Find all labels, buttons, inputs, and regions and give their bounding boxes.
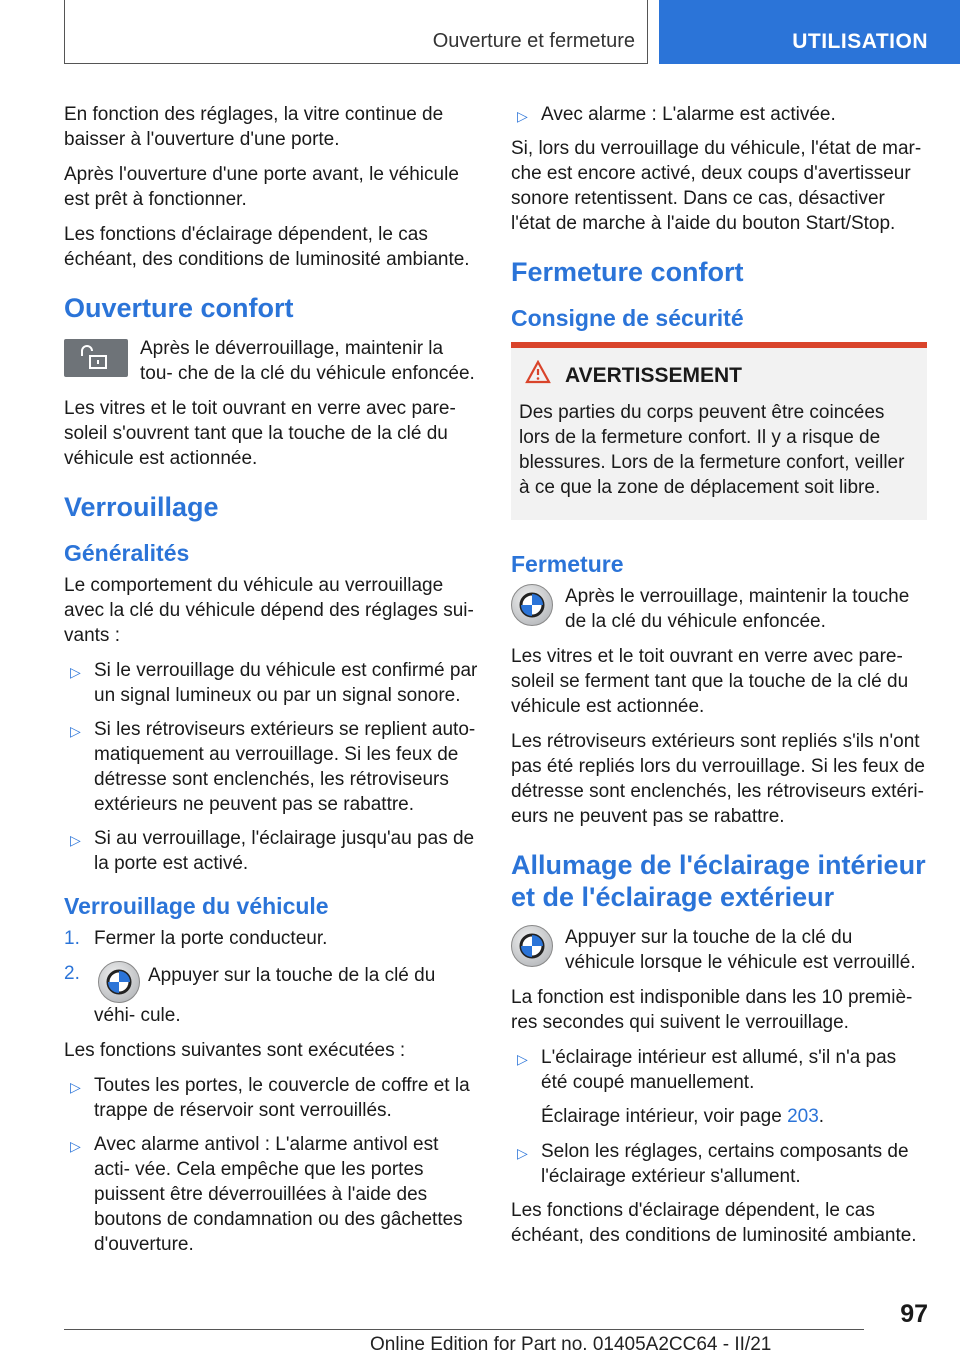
triangle-bullet-icon: ▷: [517, 1051, 528, 1067]
lock-steps: [64, 926, 478, 1028]
warning-title: AVERTISSEMENT: [565, 363, 742, 387]
paragraph: Après l'ouverture d'une porte avant, le véhicule est prêt à fonctionner.: [64, 164, 459, 210]
footer-edition: Online Edition for Part no. 01405A2CC64 - II/21: [370, 1334, 772, 1355]
footer-divider: [64, 1329, 864, 1330]
triangle-bullet-icon: ▷: [70, 664, 81, 680]
paragraph: En fonction des réglages, la vitre continue de baisser à l'ouverture d'une porte.: [64, 104, 444, 150]
paragraph: Les fonctions d'éclairage dépendent, le cas échéant, des conditions de luminosité ambiante.: [511, 1200, 917, 1246]
heading-locking: Verrouillage: [64, 492, 219, 522]
triangle-bullet-icon: ▷: [517, 1145, 528, 1161]
step-item: 2. Appuyer sur la touche de la clé du véhi- cule.: [64, 963, 436, 1026]
closing-instruction: [511, 584, 927, 634]
right-column: [511, 102, 927, 1258]
list-item: ▷ Avec alarme : L'alarme est activée.: [511, 102, 927, 127]
comfort-open-icon-text: Après le déverrouillage, maintenir la tou- che de la clé du véhicule enfoncée.: [140, 338, 475, 384]
closing-icon-text: Après le verrouillage, maintenir la touche de la clé du véhicule enfoncée.: [565, 586, 910, 632]
paragraph: Les fonctions d'éclairage dépendent, le cas échéant, des conditions de luminosité ambiante.: [64, 224, 470, 270]
triangle-bullet-icon: ▷: [517, 108, 528, 124]
car-key-icon: [98, 961, 140, 1003]
lighting-list: [511, 1139, 927, 1189]
list-item: ▷ Si au verrouillage, l'éclairage jusqu'au pas de la porte est activé.: [70, 828, 475, 874]
heading-closing: Fermeture: [511, 551, 624, 577]
list-item: ▷ Selon les réglages, certains composants de l'éclairage extérieur s'allument.: [517, 1141, 909, 1187]
heading-safety: Consigne de sécurité: [511, 305, 744, 331]
paragraph: Les vitres et le toit ouvrant en verre avec pare-soleil se ferment tant que la touche de la clé du véhicule est actionnée.: [511, 646, 909, 717]
list-item: ▷ L'éclairage intérieur est allumé, s'il n'a pas été coupé manuellement.: [517, 1047, 897, 1093]
list-item: ▷ Si les rétroviseurs extérieurs se replient auto- matiquement au verrouillage. Si les feux de détresse sont enclenchés, les rétroviseurs extérieurs ne peuvent pas se rabattre.: [70, 719, 476, 815]
warning-triangle-icon: [525, 360, 551, 390]
lighting-icon-text: Appuyer sur la touche de la clé du véhicule lorsque le véhicule est verrouillé.: [565, 927, 916, 973]
paragraph: La fonction est indisponible dans les 10 premiè- res secondes qui suivent le verrouillage.: [511, 987, 913, 1033]
heading-vehicle-lock: Verrouillage du véhicule: [64, 893, 329, 919]
warning-box: [511, 342, 927, 520]
paragraph: Si, lors du verrouillage du véhicule, l'état de mar- che est encore activé, deux coups d'avertisseur sonore retentissent. Dans ce cas, désactiver l'état de marche à l'aide du bouton Start/Stop.: [511, 138, 922, 234]
unlock-icon: [64, 339, 128, 377]
header-frame: [64, 0, 648, 64]
lighting-instruction: [511, 925, 927, 975]
alarm-list: [511, 102, 927, 127]
triangle-bullet-icon: ▷: [70, 1138, 81, 1154]
list-item: ▷ Si le verrouillage du véhicule est confirmé par un signal lumineux ou par un signal sonore.: [70, 660, 478, 706]
lock-results-list: [64, 1073, 478, 1257]
paragraph: Les vitres et le toit ouvrant en verre avec pare-soleil s'ouvrent tant que la touche de la clé du véhicule est actionnée.: [64, 398, 456, 469]
lighting-list: [511, 1045, 927, 1095]
heading-general: Généralités: [64, 540, 190, 566]
locking-settings-list: [64, 658, 478, 876]
heading-comfort-close: Fermeture confort: [511, 257, 744, 287]
list-item: ▷ Avec alarme antivol : L'alarme antivol est acti- vée. Cela empêche que les portes puissent être déverrouillées à l'aide des boutons de condamnation ou des gâchettes d'ouverture.: [70, 1134, 463, 1255]
car-key-icon: [511, 925, 553, 967]
list-item: ▷ Toutes les portes, le couvercle de coffre et la trappe de réservoir sont verrouillés.: [70, 1075, 470, 1121]
paragraph: Les fonctions suivantes sont exécutées :: [64, 1040, 406, 1061]
section-title: UTILISATION: [792, 30, 928, 53]
heading-comfort-open: Ouverture confort: [64, 293, 294, 323]
page-reference: Éclairage intérieur, voir page 203.: [541, 1106, 825, 1127]
chapter-title: Ouverture et fermeture: [432, 30, 635, 52]
step-item: 1. Fermer la porte conducteur.: [64, 928, 328, 949]
heading-lighting: Allumage de l'éclairage intérieur et de l'éclairage extérieur: [511, 850, 926, 912]
page-number: 97: [900, 1300, 928, 1328]
left-column: [64, 102, 478, 1266]
comfort-open-instruction: [64, 336, 478, 386]
triangle-bullet-icon: ▷: [70, 723, 81, 739]
warning-text: Des parties du corps peuvent être coincées lors de la fermeture confort. Il y a risque de blessures. Lors de la fermeture confort, veiller à ce que la zone de déplacement soit libre.: [519, 402, 905, 498]
paragraph: Les rétroviseurs extérieurs sont repliés s'ils n'ont pas été repliés lors du verrouillage. Si les feux de détresse sont enclenchés, les rétroviseurs extéri- eurs ne peuvent pas se rabattre.: [511, 731, 926, 827]
section-tab: [659, 0, 960, 64]
car-key-icon: [511, 584, 553, 626]
triangle-bullet-icon: ▷: [70, 1079, 81, 1095]
triangle-bullet-icon: ▷: [70, 832, 81, 848]
paragraph: Le comportement du véhicule au verrouillage avec la clé du véhicule dépend des réglages sui- vants :: [64, 575, 474, 646]
page-link[interactable]: 203: [787, 1106, 819, 1127]
